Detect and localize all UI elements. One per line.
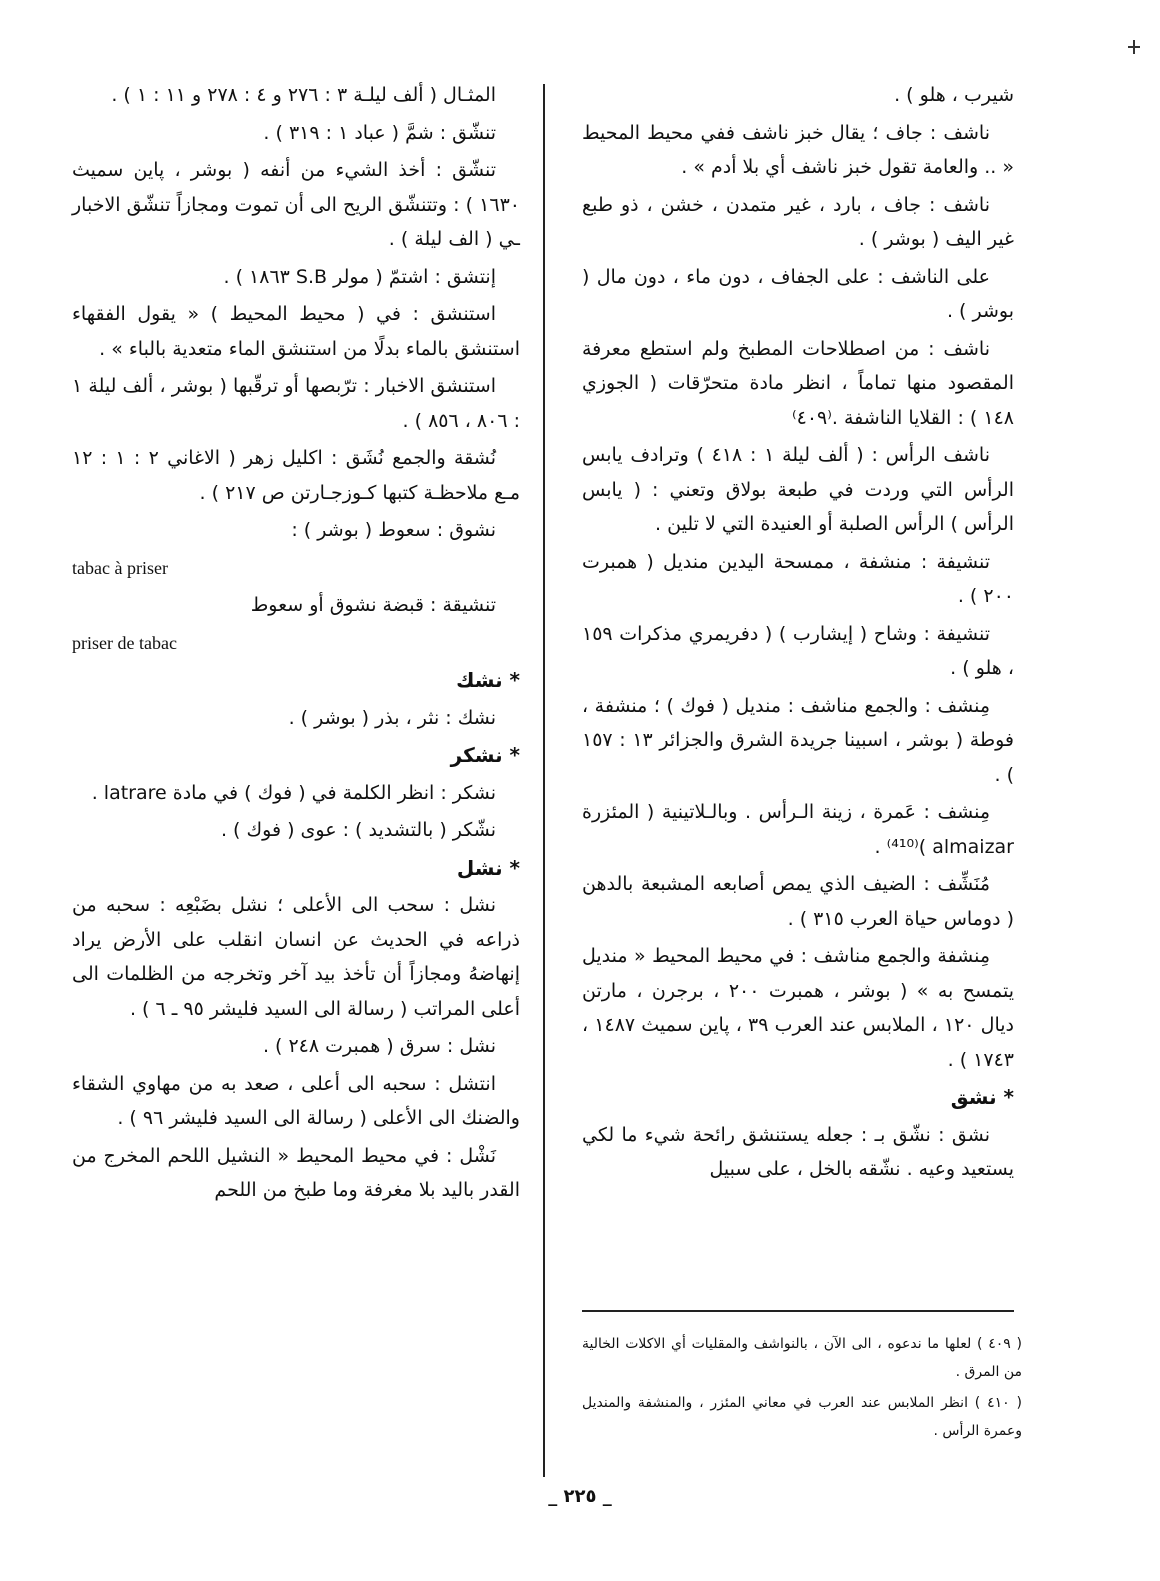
entry-paragraph: نَشْل : في محيط المحيط « النشيل اللحم المخرج من القدر باليد بلا مغرفة وما طبخ من اللحم — [72, 1144, 520, 1201]
section-heading: * نشك — [456, 668, 520, 692]
section-heading: * نشكر — [450, 743, 520, 767]
entry-paragraph: تنشيفة : منشفة ، ممسحة اليدين منديل ( همبرت ٢٠٠ ) . — [582, 550, 1014, 607]
entry-paragraph: مِنشفة والجمع مناشف : في محيط المحيط « منديل يتمسح به » ( بوشر ، همبرت ٢٠٠ ، برجرن ، مارتن ديال ١٢٠ ، الملابس عند العرب ٣٩ ، پاين سميث ١٤٨٧ ، ١٧٤٣ ) . — [582, 945, 1014, 1071]
latin-gloss: priser de tabac — [72, 632, 177, 653]
page-number: _ ٢٢٥ _ — [548, 1486, 612, 1507]
section-heading: * نشق — [950, 1085, 1014, 1109]
left-column — [72, 78, 520, 1211]
footnote: ( ٤١٠ ) انظر الملابس عند العرب في معاني المئزر ، والمنشفة والمنديل وعمرة الرأس . — [582, 1395, 1022, 1439]
entry-paragraph: ناشف : من اصطلاحات المطبخ ولم استطع معرفة المقصود منها تماماً ، انظر مادة متحرّقات ( الجوزي ١٤٨ ) : القلايا الناشفة .⁽٤٠٩⁾ — [582, 337, 1014, 429]
entry-paragraph: مِنشف : والجمع مناشف : منديل ( فوك ) ؛ منشفة ، فوطة ( بوشر ، اسبينا جريدة الشرق والجزائر ١٣ : ١٥٧ ) . — [582, 694, 1015, 786]
entry-paragraph: إنتشق : اشتمّ ( مولر S.B ١٨٦٣ ) . — [223, 265, 496, 288]
entry-paragraph: نشل : سحب الى الأعلى ؛ نشل بضَبْعِه : سحبه من ذراعه في الحديث عن انسان انقلب على الأرض يراد إنهاضهُ ومجازاً أن تأخذ بيد آخر وتخرجه من الظلمات الى أعلى المراتب ( رسالة الى السيد فليشر ٩٥ ـ ٦ ) . — [72, 894, 520, 1020]
entry-paragraph: نشّكر ( بالتشديد ) : عوى ( فوك ) . — [220, 819, 496, 841]
right-column — [582, 78, 1014, 1190]
entry-paragraph: انتشل : سحبه الى أعلى ، صعد به من مهاوي الشقاء والضنك الى الأعلى ( رسالة الى السيد فليشر ٩٦ ) . — [72, 1072, 520, 1129]
entry-paragraph: مِنشف : عَمرة ، زينة الـرأس . وبالـلاتينية ( المئزرة almaizar )⁽⁴¹⁰⁾ . — [582, 801, 1014, 858]
entry-paragraph: نُشقة والجمع نُشَق : اكليل زهر ( الاغاني ٢ : ١ : ١٢ مـع ملاحظـة كتبها كـوزجـارتن ص ٢١٧ ) . — [72, 447, 520, 504]
entry-paragraph: شيرب ، هلو ) . — [894, 84, 1014, 106]
entry-paragraph: على الناشف : على الجفاف ، دون ماء ، دون مال ( بوشر ) . — [582, 265, 1014, 322]
entry-paragraph: نشك : نثر ، بذر ( بوشر ) . — [288, 706, 496, 729]
entry-paragraph: ناشف : جاف ، بارد ، غير متمدن ، خشن ، ذو طبع غير اليف ( بوشر ) . — [582, 193, 1014, 250]
entry-paragraph: نشق : نشّق بـ : جعله يستنشق رائحة شيء ما لكي يستعيد وعيه . نشّقه بالخل ، على سبيل — [582, 1123, 1014, 1180]
entry-paragraph: استنشق : في ( محيط المحيط ) « يقول الفقهاء استنشق بالماء بدلًا من استنشق الماء متعدية بالباء » . — [72, 303, 520, 360]
entry-paragraph: نشوق : سعوط ( بوشر ) : — [291, 519, 496, 541]
entry-paragraph: ناشف الرأس : ( ألف ليلة ١ : ٤١٨ ) وترادف يابس الرأس التي وردت في طبعة بولاق وتعني : ( يابس الرأس ) الرأس الصلبة أو العنيدة التي لا تلين . — [582, 444, 1014, 535]
entry-paragraph: تنشّق : أخذ الشيء من أنفه ( بوشر ، پاين سميث ١٦٣٠ ) : وتتنشّق الريح الى أن تموت ومجازاً تنشّق الاخبار ـي ( الف ليلة ) . — [72, 159, 520, 250]
footnote-rule — [582, 1310, 1014, 1312]
latin-gloss: tabac à priser — [72, 557, 168, 578]
entry-paragraph: تنشيفة : وشاح ( إيشارب ) ( دفريمري مذكرات ١٥٩ ، هلو ) . — [582, 622, 1014, 679]
entry-paragraph: نشل : سرق ( همبرت ٢٤٨ ) . — [262, 1035, 496, 1057]
entry-paragraph: المثـال ( ألف ليلـة ٣ : ٢٧٦ و ٤ : ٢٧٨ و ١١ : ١ ) . — [111, 84, 496, 106]
entry-paragraph: استنشق الاخبار : ترّبصها أو ترقّبها ( بوشر ، ألف ليلة ١ : ٨٠٦ ، ٨٥٦ ) . — [72, 375, 520, 432]
footnotes — [582, 1330, 1022, 1448]
entry-paragraph: تنشّق : شمَّ ( عباد ١ : ٣١٩ ) . — [263, 121, 496, 144]
footnote: ( ٤٠٩ ) لعلها ما ندعوه ، الى الآن ، بالنواشف والمقليات أي الاكلات الخالية من المرق . — [582, 1336, 1022, 1380]
scan-mark — [1128, 46, 1140, 48]
entry-paragraph: نشكر : انظر الكلمة في ( فوك ) في مادة latrare . — [91, 781, 496, 804]
column-divider — [543, 84, 545, 1477]
entry-paragraph: ناشف : جاف ؛ يقال خبز ناشف ففي محيط المحيط « .. والعامة تقول خبز ناشف أي بلا أدم » . — [582, 121, 1014, 178]
entry-paragraph: مُنَشِّف : الضيف الذي يمص أصابعه المشبعة بالدهن ( دوماس حياة العرب ٣١٥ ) . — [582, 873, 1014, 930]
entry-paragraph: تنشيقة : قبضة نشوق أو سعوط — [250, 594, 496, 616]
section-heading: * نشل — [456, 855, 520, 880]
